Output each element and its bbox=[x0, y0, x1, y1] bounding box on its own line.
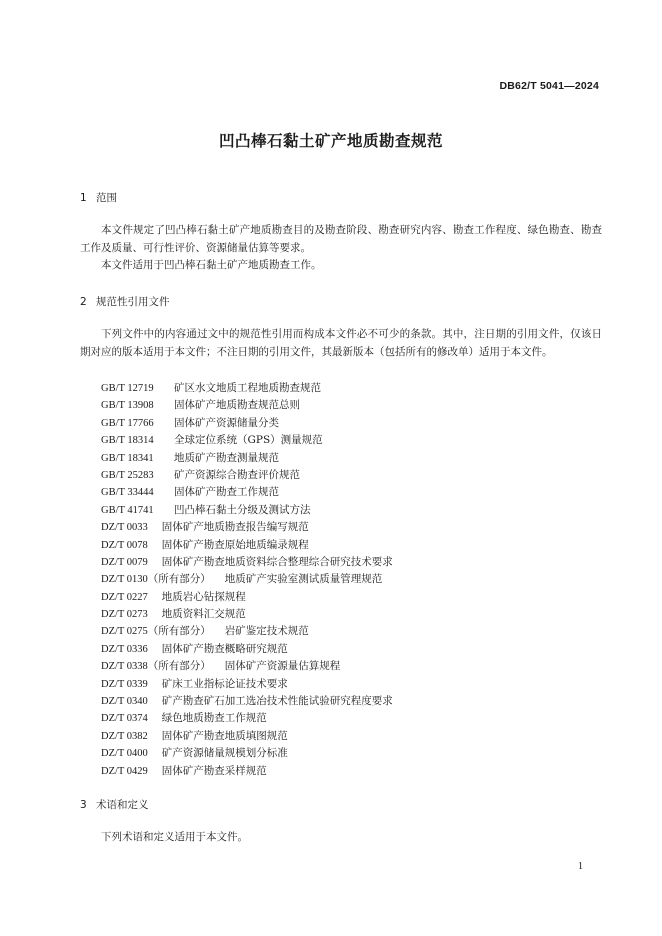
reference-item bbox=[101, 571, 393, 588]
reference-title: 地质矿产实验室测试质量管理规范 bbox=[224, 573, 383, 586]
reference-item bbox=[101, 728, 393, 745]
document-title: 凹凸棒石黏土矿产地质勘查规范 bbox=[218, 132, 443, 150]
reference-item bbox=[101, 641, 393, 658]
standard-code: DB62/T 5041—2024 bbox=[499, 80, 599, 92]
section-number: 1 bbox=[80, 192, 87, 204]
paragraph: 下列术语和定义适用于本文件。 bbox=[101, 831, 248, 843]
reference-code: DZ/T 0033 bbox=[101, 522, 148, 534]
paragraph: 本文件规定了凹凸棒石黏土矿产地质勘查目的及勘查阶段、勘查研究内容、勘查工作程度、绿色勘查、勘查工作及质量、可行性评价、资源储量估算等要求。 bbox=[80, 224, 602, 254]
reference-list bbox=[101, 380, 393, 780]
reference-title: 地质资料汇交规范 bbox=[161, 608, 246, 621]
reference-code: GB/T 12719 bbox=[101, 383, 154, 394]
reference-title: 矿床工业指标论证技术要求 bbox=[161, 677, 288, 690]
reference-title: 固体矿产勘查采样规范 bbox=[161, 764, 267, 777]
reference-code: DZ/T 0273 bbox=[101, 609, 148, 621]
section-title: 规范性引用文件 bbox=[96, 296, 170, 308]
reference-title: 矿产资源储量规模划分标准 bbox=[161, 747, 288, 760]
reference-item bbox=[101, 432, 393, 449]
reference-title: 固体矿产勘查概略研究规范 bbox=[161, 642, 288, 655]
reference-code: DZ/T 0382 bbox=[101, 730, 148, 742]
reference-title: 固体矿产资源储量分类 bbox=[174, 416, 279, 429]
reference-code: DZ/T 0079 bbox=[101, 556, 148, 568]
reference-item bbox=[101, 763, 393, 780]
reference-item bbox=[101, 745, 393, 762]
reference-code: GB/T 17766 bbox=[101, 417, 154, 429]
reference-code: GB/T 18341 bbox=[101, 452, 154, 464]
reference-title: 矿区水文地质工程地质勘查规范 bbox=[174, 382, 321, 394]
reference-code: GB/T 13908 bbox=[101, 400, 154, 412]
reference-title: 固体矿产资源量估算规程 bbox=[224, 660, 341, 673]
reference-title: 绿色地质勘查工作规范 bbox=[161, 712, 267, 725]
reference-code: DZ/T 0339 bbox=[101, 678, 148, 690]
reference-title: 岩矿鉴定技术规范 bbox=[224, 625, 309, 638]
reference-title: 全球定位系统（GPS）测量规范 bbox=[174, 434, 323, 447]
reference-code: DZ/T 0400 bbox=[101, 748, 148, 760]
reference-code: GB/T 33444 bbox=[101, 487, 154, 499]
section-heading-terms-and-definitions bbox=[80, 797, 149, 812]
reference-title: 地质岩心钻探规程 bbox=[161, 590, 246, 603]
reference-item bbox=[101, 693, 393, 710]
reference-item bbox=[101, 554, 393, 571]
paragraph: 下列文件中的内容通过文中的规范性引用而构成本文件必不可少的条款。其中，注日期的引用文件，仅该日期对应的版本适用于本文件；不注日期的引用文件，其最新版本（包括所有的修改单）适用于本文件。 bbox=[80, 328, 602, 358]
section-heading-scope bbox=[80, 190, 117, 205]
reference-item bbox=[101, 676, 393, 693]
reference-title: 矿产资源综合勘查评价规范 bbox=[174, 468, 300, 481]
reference-item bbox=[101, 606, 393, 623]
reference-code: GB/T 18314 bbox=[101, 435, 154, 447]
reference-code: GB/T 25283 bbox=[101, 469, 154, 481]
reference-code: DZ/T 0130（所有部分） bbox=[101, 574, 211, 586]
reference-code: DZ/T 0336 bbox=[101, 643, 148, 655]
reference-item bbox=[101, 467, 393, 484]
reference-title: 矿产勘查矿石加工选冶技术性能试验研究程度要求 bbox=[161, 695, 393, 708]
reference-item bbox=[101, 623, 393, 640]
reference-code: DZ/T 0338（所有部分） bbox=[101, 661, 211, 673]
reference-item bbox=[101, 519, 393, 536]
reference-title: 固体矿产勘查原始地质编录规程 bbox=[161, 538, 309, 551]
reference-title: 固体矿产勘查地质填图规范 bbox=[161, 729, 288, 742]
section-heading-normative-references bbox=[80, 294, 170, 309]
section-title: 范围 bbox=[96, 192, 117, 204]
reference-item bbox=[101, 710, 393, 727]
section-number: 2 bbox=[80, 296, 87, 308]
reference-code: DZ/T 0340 bbox=[101, 696, 148, 708]
reference-item bbox=[101, 537, 393, 554]
reference-item bbox=[101, 484, 393, 501]
reference-item bbox=[101, 397, 393, 414]
reference-item bbox=[101, 380, 393, 397]
section-number: 3 bbox=[80, 799, 87, 811]
reference-item bbox=[101, 589, 393, 606]
reference-title: 固体矿产勘查工作规范 bbox=[174, 486, 279, 499]
reference-item bbox=[101, 415, 393, 432]
reference-code: DZ/T 0429 bbox=[101, 765, 148, 777]
reference-title: 地质矿产勘查测量规范 bbox=[174, 451, 279, 464]
reference-code: GB/T 41741 bbox=[101, 504, 154, 516]
reference-title: 固体矿产地质勘查报告编写规范 bbox=[161, 521, 309, 534]
reference-title: 凹凸棒石黏土分级及测试方法 bbox=[174, 503, 311, 516]
reference-title: 固体矿产地质勘查规范总则 bbox=[174, 399, 300, 412]
reference-code: DZ/T 0275（所有部分） bbox=[101, 626, 211, 638]
section-title: 术语和定义 bbox=[96, 799, 149, 811]
reference-item bbox=[101, 502, 393, 519]
reference-item bbox=[101, 658, 393, 675]
reference-title: 固体矿产勘查地质资料综合整理综合研究技术要求 bbox=[161, 555, 393, 568]
reference-code: DZ/T 0078 bbox=[101, 539, 148, 551]
paragraph: 本文件适用于凹凸棒石黏土矿产地质勘查工作。 bbox=[101, 259, 322, 271]
page-number: 1 bbox=[578, 861, 583, 872]
reference-item bbox=[101, 450, 393, 467]
reference-code: DZ/T 0374 bbox=[101, 713, 148, 725]
reference-code: DZ/T 0227 bbox=[101, 591, 148, 603]
